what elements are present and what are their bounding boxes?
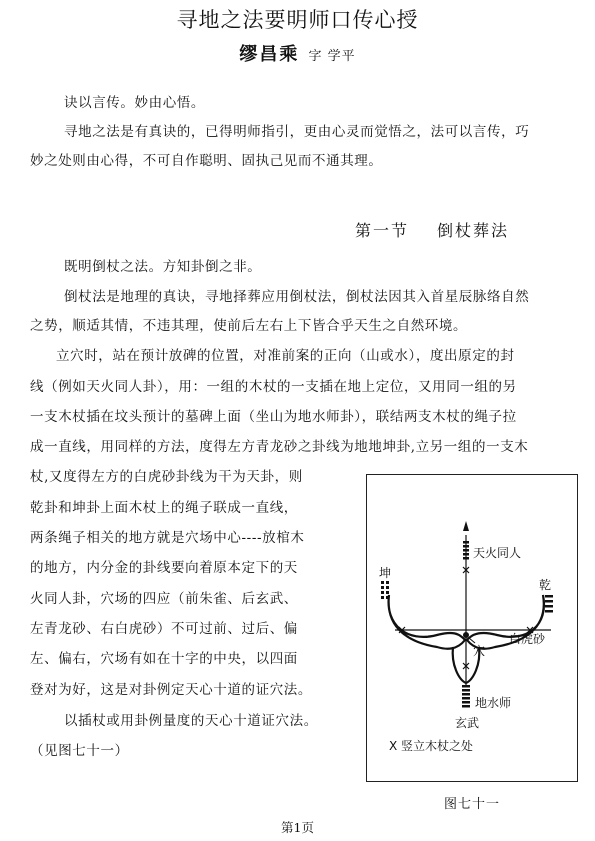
body-line-10: 两条绳子相关的地方就是穴场中心----放棺木: [30, 530, 305, 546]
body-line-13: 左青龙砂、右白虎砂）不可过前、过后、偏: [30, 621, 298, 637]
figure-reference: （见图七十一）: [30, 743, 129, 759]
label-top: 天火同人: [473, 546, 522, 560]
label-cave: 穴: [473, 644, 486, 658]
body-line-14: 左、偏右，穴场有如在十字的中央，以四面: [30, 651, 298, 667]
body-line-9: 乾卦和坤卦上面木杖上的绳子联成一直线，: [30, 500, 298, 516]
section-heading: [355, 218, 509, 241]
up-arrow-icon: [463, 521, 469, 531]
green-dragon-sand-outline: [389, 595, 465, 649]
body-line-6: 一支木杖插在坟头预计的墓碑上面（坐山为地水师卦），联结两支木杖的绳子拉: [30, 409, 517, 425]
body-line-15: 登对为好，这是对卦例定天心十道的证穴法。: [30, 682, 312, 698]
label-white-tiger: 白虎砂: [509, 632, 546, 646]
figure-71-diagram: [367, 475, 577, 781]
body-line-4: 立穴时，站在预计放碑的位置，对准前案的正向（山或水），度出原定的封: [56, 348, 515, 364]
right-trigram-icon: [545, 595, 553, 613]
figure-71: [366, 474, 578, 782]
label-black-tortoise: 玄武: [455, 716, 480, 730]
intro-paragraph-line-1: 寻地之法是有真诀的，已得明师指引，更由心灵而觉悟之，法可以言传，巧: [64, 124, 530, 140]
body-line-11: 的地方，内分金的卦线要向着原本定下的天: [30, 560, 298, 576]
body-line-1: 既明倒杖之法。方知卦倒之非。: [64, 259, 262, 275]
left-trigram-icon: [381, 581, 389, 599]
figure-caption: 图七十一: [443, 797, 500, 812]
cave-center-dot: [463, 632, 469, 638]
label-bottom: 地水师: [475, 696, 512, 710]
section-title: 倒杖葬法: [437, 221, 510, 240]
section-number: 第一节: [355, 221, 410, 240]
intro-paragraph-line-2: 妙之处则由心得，不可自作聪明、固执己见而不通其理。: [30, 153, 383, 169]
bottom-trigram-icon: [462, 685, 470, 708]
label-right: 乾: [539, 578, 552, 592]
intro-quote: 诀以言传。妙由心悟。: [64, 95, 205, 111]
body-line-8: 杖,又度得左方的白虎砂卦线为干为天卦，则: [30, 469, 303, 485]
body-line-3: 之势，顺适其情，不违其理，使前后左右上下皆合乎天生之自然环境。: [30, 318, 468, 334]
page-number: 第1页: [281, 820, 314, 835]
figure-legend: X 竖立木杖之处: [389, 739, 474, 753]
label-left: 坤: [379, 566, 392, 580]
body-line-5: 线（例如天火同人卦），用：一组的木杖的一支插在地上定位，又用同一组的另: [30, 379, 517, 395]
body-line-16: 以插杖或用卦例量度的天心十道证穴法。: [64, 713, 318, 729]
body-line-2: 倒杖法是地理的真诀，寻地择葬应用倒杖法，倒杖法因其入首星辰脉络自然: [64, 289, 530, 305]
page-title: 寻地之法要明师口传心授: [176, 8, 419, 32]
author-courtesy-name: 字 学平: [308, 49, 356, 64]
body-line-7: 成一直线，用同样的方法，度得左方青龙砂之卦线为地地坤卦,立另一组的一支木: [30, 439, 529, 455]
author-name: 缪昌乘: [239, 44, 300, 65]
body-line-12: 火同人卦，穴场的四应（前朱雀、后玄武、: [30, 591, 298, 607]
author-line: [0, 40, 595, 66]
